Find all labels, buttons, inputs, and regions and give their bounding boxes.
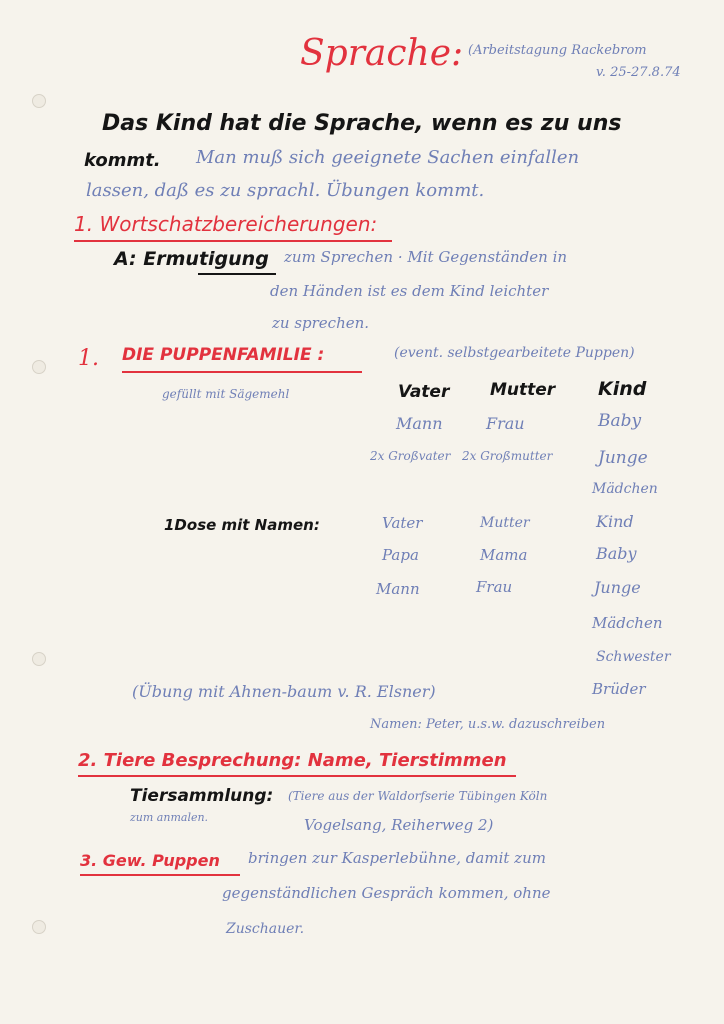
section-2-underline bbox=[78, 775, 516, 777]
section-3-underline bbox=[80, 874, 240, 876]
intro-line-2-bold: kommt. bbox=[84, 150, 161, 171]
dose-col2-mama: Mama bbox=[480, 546, 528, 564]
punch-hole bbox=[32, 360, 46, 374]
punch-hole bbox=[32, 920, 46, 934]
dose-col2-frau: Frau bbox=[476, 578, 513, 596]
puppen-col3-maedchen: Mädchen bbox=[592, 481, 658, 497]
puppen-col1-grossvater: 2x Großvater bbox=[370, 449, 451, 463]
names-note: Namen: Peter, u.s.w. dazuschreiben bbox=[370, 717, 606, 732]
tiersammlung-text-2: zum anmalen. bbox=[130, 811, 209, 824]
exercise-note: (Übung mit Ahnen-baum v. R. Elsner) bbox=[132, 682, 436, 701]
dose-col1-mann: Mann bbox=[376, 580, 420, 598]
section-3-text-3: Zuschauer. bbox=[226, 921, 305, 937]
source-line-1: (Arbeitstagung Rackebrom bbox=[468, 43, 647, 58]
tiersammlung-text-1: (Tiere aus der Waldorfserie Tübingen Köln bbox=[288, 789, 548, 803]
dose-col2-mutter: Mutter bbox=[480, 515, 530, 531]
section-1-heading: 1. Wortschatzbereicherungen: bbox=[74, 212, 378, 236]
section-1-underline bbox=[74, 240, 392, 242]
dose-col3-brueder: Brüder bbox=[592, 680, 646, 698]
intro-line-3: lassen, daß es zu sprachl. Übungen kommt. bbox=[86, 180, 485, 201]
ermutigung-text-2: den Händen ist es dem Kind leichter bbox=[270, 282, 549, 300]
puppen-heading: DIE PUPPENFAMILIE : bbox=[122, 345, 325, 365]
puppen-col1-mann: Mann bbox=[396, 414, 443, 433]
dose-col3-junge: Junge bbox=[594, 578, 641, 597]
dose-col3-baby: Baby bbox=[596, 544, 637, 563]
punch-hole bbox=[32, 652, 46, 666]
puppen-col2-frau: Frau bbox=[486, 414, 525, 433]
source-line-2: v. 25-27.8.74 bbox=[596, 65, 681, 80]
dose-label: 1Dose mit Namen: bbox=[164, 516, 320, 534]
intro-line-2-rest: Man muß sich geeignete Sachen einfallen bbox=[196, 147, 580, 168]
intro-line-1: Das Kind hat die Sprache, wenn es zu uns bbox=[102, 111, 622, 136]
puppen-number: 1. bbox=[78, 346, 99, 371]
dose-col1-vater: Vater bbox=[382, 514, 423, 532]
puppen-note: (event. selbstgearbeitete Puppen) bbox=[394, 345, 635, 361]
section-3-heading: 3. Gew. Puppen bbox=[80, 851, 220, 870]
punch-hole bbox=[32, 94, 46, 108]
dose-col1-papa: Papa bbox=[382, 546, 419, 564]
puppen-col3-baby: Baby bbox=[598, 411, 642, 431]
filled-note: gefüllt mit Sägemehl bbox=[162, 387, 290, 401]
section-3-text-1: bringen zur Kasperlebühne, damit zum bbox=[248, 849, 546, 867]
ermutigung-text-1: zum Sprechen · Mit Gegenständen in bbox=[284, 248, 568, 266]
col-header-vater: Vater bbox=[398, 382, 450, 402]
col-header-mutter: Mutter bbox=[490, 380, 556, 400]
page-title: Sprache: bbox=[300, 33, 464, 74]
ermutigung-underline bbox=[198, 273, 276, 275]
dose-col3-kind: Kind bbox=[596, 512, 634, 531]
puppen-col2-grossmutter: 2x Großmutter bbox=[462, 449, 553, 463]
ermutigung-text-3: zu sprechen. bbox=[272, 314, 370, 332]
section-2-heading: 2. Tiere Besprechung: Name, Tierstimmen bbox=[78, 750, 507, 771]
dose-col3-schwester: Schwester bbox=[596, 649, 671, 665]
puppen-col3-junge: Junge bbox=[598, 448, 648, 468]
section-3-text-2: gegenständlichen Gespräch kommen, ohne bbox=[222, 884, 551, 902]
col-header-kind: Kind bbox=[598, 378, 647, 400]
tiersammlung-text-3: Vogelsang, Reiherweg 2) bbox=[304, 816, 494, 834]
puppen-underline bbox=[122, 371, 362, 373]
dose-col3-maedchen: Mädchen bbox=[592, 614, 663, 632]
ermutigung-label: A: Ermutigung bbox=[114, 248, 269, 270]
tiersammlung-label: Tiersammlung: bbox=[130, 786, 274, 806]
